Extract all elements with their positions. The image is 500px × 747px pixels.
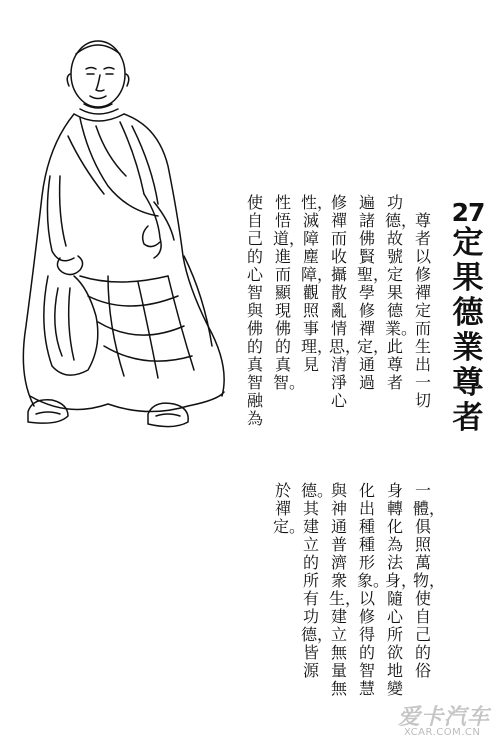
text-column-1: 尊者以修禪定而生出一切 xyxy=(414,211,431,410)
text-column-4: 修禪而收攝散亂情思，清淨心 xyxy=(329,193,362,410)
text-column-13: 於禪定。 xyxy=(273,481,306,536)
text-column-8: 一體，俱照萬物，使自己的俗 xyxy=(413,481,446,680)
site-watermark xyxy=(398,700,498,744)
arhat-illustration xyxy=(8,26,240,446)
text-column-7: 使自己的心智與佛的真智融為 xyxy=(246,193,263,428)
text-column-11: 與神通普濟衆生，建立無量無 xyxy=(329,481,362,698)
text-column-2: 功德，故號定果德業。此尊者 xyxy=(385,193,418,392)
watermark-url: XCAR.COM.CN xyxy=(404,727,481,738)
text-column-10: 化出種種形象。以修得的智慧 xyxy=(357,481,390,698)
page-title: 定果德業尊者 xyxy=(452,225,484,436)
text-column-6: 性悟道，進而顯現佛的真智。 xyxy=(273,193,306,392)
text-column-12: 德。其建立的所有功德，皆源 xyxy=(301,481,334,680)
title-number: 27 xyxy=(451,198,485,227)
watermark-logo-text: 爱卡汽车 xyxy=(398,705,491,730)
text-column-5: 性，滅障塵障，觀照事理，見 xyxy=(301,193,334,374)
text-column-3: 遍諸佛賢聖，學修禪定，通過 xyxy=(357,193,390,392)
text-column-9: 身轉化為法身，隨心所欲地變 xyxy=(385,481,418,698)
